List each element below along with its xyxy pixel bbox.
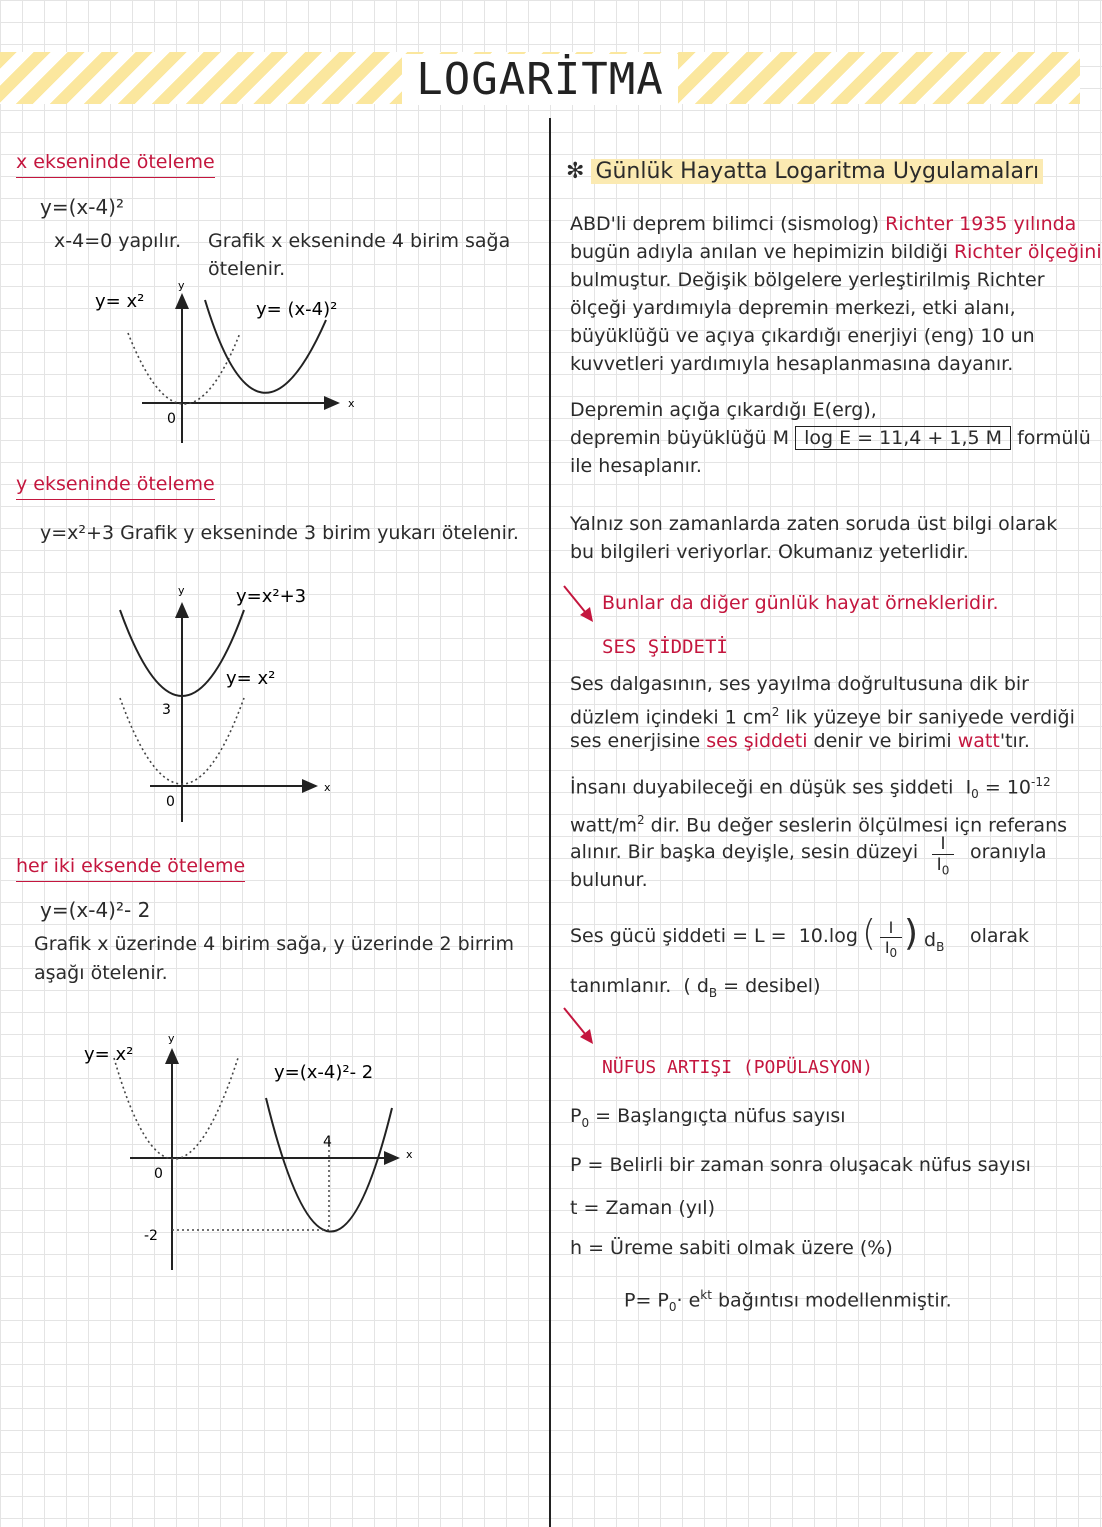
richter-line-5: büyüklüğü ve açıya çıkardığı enerjiyi (eng) 10 un <box>570 325 1035 347</box>
nufus-row-h: h = Üreme sabiti olmak üzere (%) <box>570 1237 893 1259</box>
paren-close: ) <box>904 913 919 954</box>
desc-line-2: ötelenir. <box>208 258 286 280</box>
ses-line-7: bulunur. <box>570 869 648 891</box>
x-axis-label: x <box>348 397 355 410</box>
richter-line-4: ölçeği yardımıyla depremin merkezi, etki alanı, <box>570 297 1016 319</box>
desc-line-1: Grafik x üzerinde 4 birim sağa, y üzerinde 2 birrim <box>34 933 514 955</box>
nufus-row-t: t = Zaman (yıl) <box>570 1197 715 1219</box>
info-line-1: Yalnız son zamanlarda zaten soruda üst bilgi olarak <box>570 513 1058 535</box>
richter-line-2: bugün adıyla anılan ve hepimizin bildiği Richter ölçeğini <box>570 241 1102 263</box>
ses-line-6b: oranıyla <box>970 841 1047 863</box>
nufus-row-p0: $P_0$ = Başlangıçta nüfus sayısı <box>570 1105 846 1130</box>
tick-minus2-label: -2 <box>144 1228 158 1244</box>
nufus-model: $P= P_0\cdot e^{kt}$ bağıntısı modellenmiştir. <box>624 1288 952 1315</box>
ses-line-5: watt/$m^2$ dir. Bu değer seslerin ölçülmesi içn referans <box>570 813 1068 837</box>
curve-label-shift: y=(x-4)²- 2 <box>274 1062 374 1083</box>
origin-label: 0 <box>154 1166 163 1182</box>
origin-label: 0 <box>166 794 175 810</box>
arrow-icon <box>560 1004 600 1050</box>
column-divider <box>549 118 551 1527</box>
graph-both-shift <box>80 1030 420 1275</box>
curve-label-base: y= x² <box>95 291 145 312</box>
curve-label-shift: y=x²+3 <box>236 586 307 607</box>
arrow-icon <box>560 582 600 628</box>
ses-line-9: tanımlanır. ( $d_B$ = desibel) <box>570 975 821 1000</box>
richter-formula-box: log E = 11,4 + 1,5 M <box>795 426 1011 450</box>
tick-4-label: 4 <box>323 1134 332 1150</box>
right-heading <box>566 156 1043 188</box>
graph-x-shift <box>90 275 370 455</box>
richter-line-6: kuvvetleri yardımıyla hesaplanmasına dayanır. <box>570 353 1014 375</box>
curve-label-base: y= x² <box>84 1044 134 1065</box>
page-title: LOGARİTMA <box>0 54 1080 105</box>
ses-line-1: Ses dalgasının, ses yayılma doğrultusuna dik bir <box>570 673 1029 695</box>
ratio-fraction: I $I_0$ <box>932 834 954 880</box>
energy-line-1: Depremin açığa çıkardığı E(erg), <box>570 399 877 421</box>
ses-line-3: ses enerjisine ses şiddeti denir ve birimi watt'tır. <box>570 730 1030 752</box>
ses-line-6: alınır. Bir başka deyişle, sesin düzeyi <box>570 841 919 863</box>
examples-note: Bunlar da diğer günlük hayat örnekleridir. <box>602 592 999 614</box>
ses-line-8b: olarak <box>970 925 1030 947</box>
equation-x-shift: y=(x-4)² <box>40 195 124 219</box>
ses-line-2: düzlem içindeki 1 $cm^2$ lik yüzeye bir saniyede verdiği <box>570 705 1075 729</box>
origin-label: 0 <box>167 411 176 427</box>
y-axis-label: y <box>168 1032 175 1045</box>
equation-both-shift: y=(x-4)²- 2 <box>40 898 151 922</box>
curve-label-base: y= x² <box>226 668 276 689</box>
x-axis-label: x <box>324 781 331 794</box>
nufus-heading: NÜFUS ARTIŞI (POPÜLASYON) <box>602 1057 873 1078</box>
desc-line-1: Grafik x ekseninde 4 birim sağa <box>208 230 511 252</box>
y-axis-label: y <box>178 279 185 292</box>
curve-label-shift: y= (x-4)² <box>256 299 338 320</box>
ses-heading: SES ŞİDDETİ <box>602 636 728 658</box>
log-fraction: I $I_0$ <box>880 918 902 963</box>
ses-line-4: İnsanı duyabileceği en düşük ses şiddeti $I_0 = 10^{-12}$ <box>570 775 1051 802</box>
energy-line-3: ile hesaplanır. <box>570 455 702 477</box>
right-heading-text: Günlük Hayatta Logaritma Uygulamaları <box>591 159 1043 184</box>
y-axis-label: y <box>178 584 185 597</box>
tick-3-label: 3 <box>162 702 171 718</box>
graph-y-shift <box>110 580 370 830</box>
x-axis-label: x <box>406 1148 413 1161</box>
desc-line-2: aşağı ötelenir. <box>34 962 168 984</box>
section-heading-x-shift: x ekseninde öteleme <box>16 148 215 178</box>
asterisk-icon: ✻ <box>566 159 585 184</box>
section-heading-y-shift: y ekseninde öteleme <box>16 470 215 500</box>
richter-line-3: bulmuştur. Değişik bölgelere yerleştirilmiş Richter <box>570 269 1045 291</box>
db-unit: $d_B$ <box>924 929 945 954</box>
y-shift-line: y=x²+3 Grafik y ekseninde 3 birim yukarı ötelenir. <box>40 522 519 544</box>
richter-line-1: ABD'li deprem bilimci (sismolog) Richter 1935 yılında <box>570 213 1077 235</box>
ses-line-8: Ses gücü şiddeti = L = 10.log <box>570 925 858 947</box>
step-text: x-4=0 yapılır. <box>54 230 182 252</box>
energy-line-2: depremin büyüklüğü M log E = 11,4 + 1,5 M formülü <box>570 427 1091 449</box>
info-line-2: bu bilgileri veriyorlar. Okumanız yeterlidir. <box>570 541 969 563</box>
nufus-row-p: P = Belirli bir zaman sonra oluşacak nüfus sayısı <box>570 1154 1031 1176</box>
paren-open: ( <box>862 913 877 954</box>
section-heading-both-shift: her iki eksende öteleme <box>16 852 245 882</box>
